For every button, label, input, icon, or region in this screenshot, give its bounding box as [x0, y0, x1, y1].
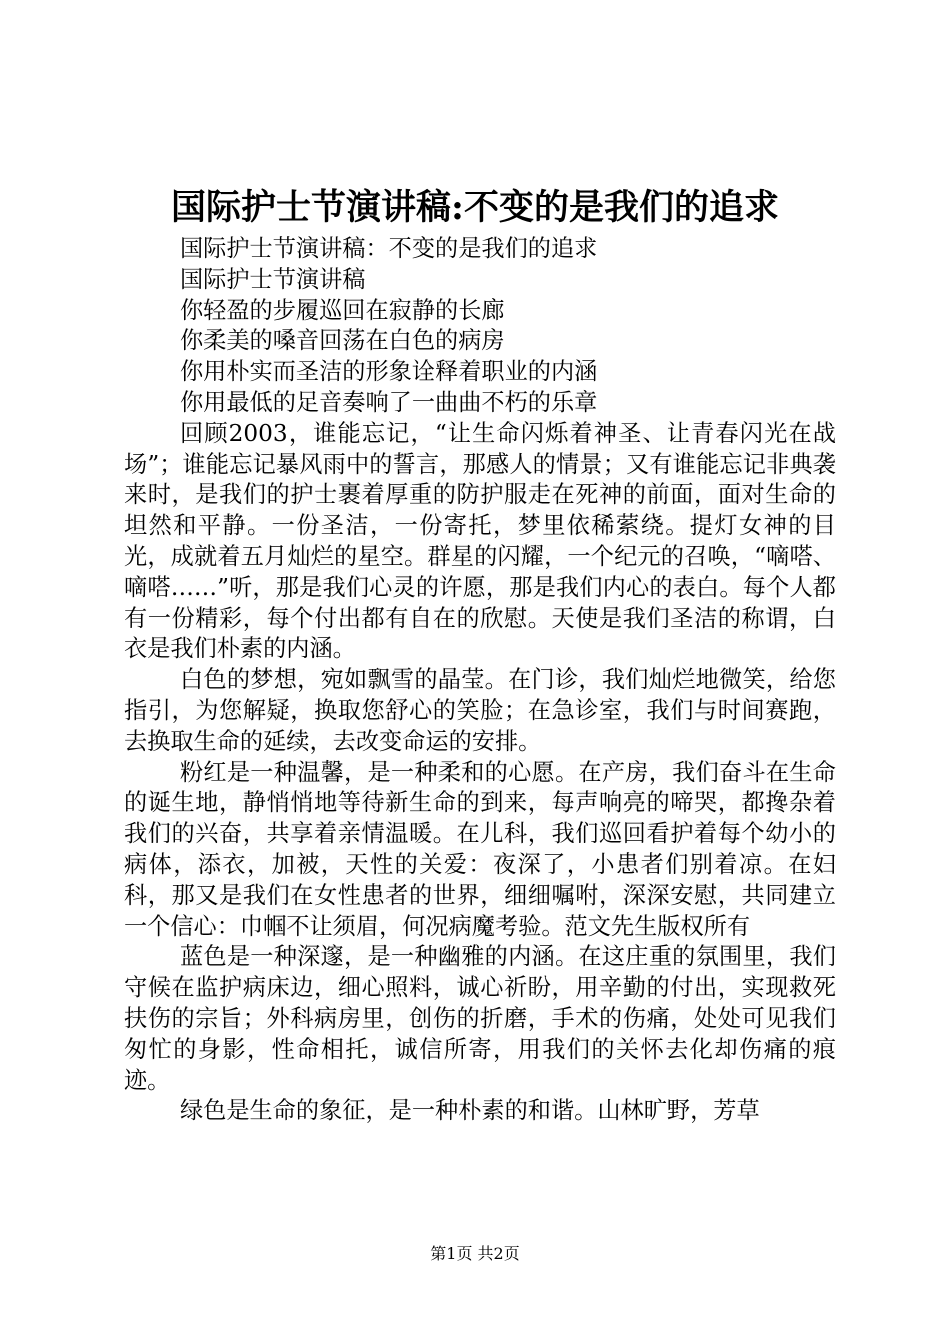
text-line: 你用朴实而圣洁的形象诠释着职业的内涵 [180, 358, 598, 386]
paragraph: 白色的梦想，宛如飘雪的晶莹。在门诊，我们灿烂地微笑，给您指引，为您解疑，换取您舒心的笑脸；在急诊室，我们与时间赛跑，去换取生命的延续，去改变命运的安排。 [124, 666, 836, 755]
text-line: 国际护士节演讲稿：不变的是我们的追求 [180, 235, 598, 262]
text-line: 你用最低的足音奏响了一曲曲不朽的乐章 [180, 388, 598, 416]
text-line: 国际护士节演讲稿 [180, 265, 366, 293]
document-body [124, 234, 836, 1127]
text-line: 你柔美的嗓音回荡在白色的病房 [180, 327, 505, 355]
document-title: 国际护士节演讲稿:不变的是我们的追求 [171, 187, 779, 228]
paragraph: 蓝色是一种深邃，是一种幽雅的内涵。在这庄重的氛围里，我们守候在监护病床边，细心照料，诚心祈盼，用辛勤的付出，实现救死扶伤的宗旨；外科病房里，创伤的折磨，手术的伤痛，处处可见我们匆忙的身影，性命相托，诚信所寄，用我们的关怀去化却伤痛的痕迹。 [124, 943, 836, 1094]
page-footer: 第1页 共2页 [430, 1244, 520, 1263]
paragraph: 粉红是一种温馨，是一种柔和的心愿。在产房，我们奋斗在生命的诞生地，静悄悄地等待新生命的到来，每声响亮的啼哭，都搀杂着我们的兴奋，共享着亲情温暖。在儿科，我们巡回看护着每个幼小的病体，添衣，加被，天性的关爱：夜深了，小患者们别着凉。在妇科，那又是我们在女性患者的世界，细细嘱咐，深深安慰，共同建立一个信心：巾帼不让须眉，何况病魔考验。范文先生版权所有 [124, 758, 836, 940]
paragraph: 绿色是生命的象征，是一种朴素的和谐。山林旷野，芳草 [180, 1097, 760, 1125]
paragraph: 回顾2003，谁能忘记，“让生命闪烁着神圣、让青春闪光在战场”；谁能忘记暴风雨中的誓言，那感人的情景；又有谁能忘记非典袭来时，是我们的护士裹着厚重的防护服走在死神的前面，面对生命的坦然和平静。一份圣洁，一份寄托，梦里依稀萦绕。提灯女神的目光，成就着五月灿烂的星空。群星的闪耀，一个纪元的召唤，“嘀嗒、嘀嗒……”听，那是我们心灵的许愿，那是我们内心的表白。每个人都有一份精彩，每个付出都有自在的欣慰。天使是我们圣洁的称谓，白衣是我们朴素的内涵。 [124, 419, 836, 663]
text-line: 你轻盈的步履巡回在寂静的长廊 [180, 296, 505, 324]
